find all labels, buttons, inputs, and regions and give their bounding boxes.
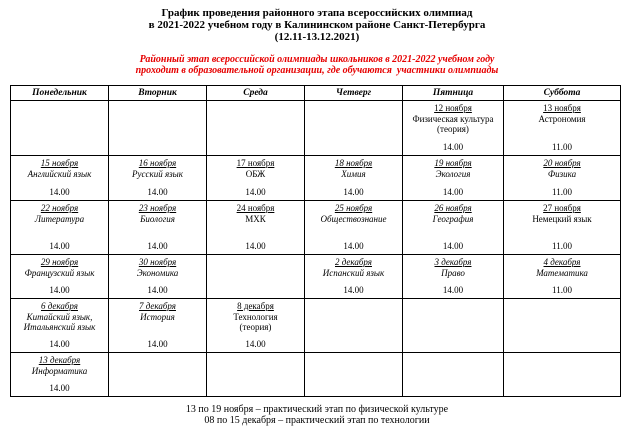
footer-notes <box>0 404 634 426</box>
event-time: 14.00 <box>49 284 70 295</box>
event-time: 14.00 <box>147 240 168 251</box>
olympiad-event <box>405 103 501 152</box>
schedule-cell <box>11 299 109 353</box>
empty-cell <box>207 101 305 156</box>
schedule-row <box>11 101 621 156</box>
schedule-cell <box>504 101 621 156</box>
header-wednesday: Среда <box>207 86 305 101</box>
event-info <box>435 257 472 278</box>
event-date: 13 ноября <box>543 103 581 113</box>
header-row <box>11 86 621 101</box>
olympiad-event <box>13 355 106 393</box>
event-subject: Физическая культура <box>412 113 494 124</box>
olympiad-event <box>111 257 204 295</box>
event-date: 26 ноября <box>434 203 472 213</box>
event-subject: Китайский язык, <box>26 311 93 322</box>
event-time: 11.00 <box>552 240 572 251</box>
event-info <box>536 257 588 278</box>
event-info <box>132 158 183 179</box>
olympiad-event <box>13 257 106 295</box>
event-date: 27 ноября <box>543 203 581 213</box>
event-info <box>24 301 96 333</box>
event-subject: Биология <box>140 213 175 224</box>
event-date: 13 декабря <box>38 355 81 365</box>
event-info <box>237 158 275 179</box>
event-date: 20 ноября <box>543 158 581 168</box>
title-line: в 2021-2022 учебном году в Калининском районе Санкт-Петербурга <box>148 19 486 31</box>
event-time: 14.00 <box>49 186 70 197</box>
olympiad-event <box>506 158 618 197</box>
event-subject-note: (теория) <box>437 124 469 134</box>
schedule-cell <box>305 156 403 201</box>
footer-note: 13 по 19 ноября – практический этап по физической культуре <box>185 404 449 415</box>
event-date: 12 ноября <box>434 103 472 113</box>
notice-line: проходит в образовательной организации, где обучаются участники олимпиады <box>135 65 499 76</box>
header-monday: Понедельник <box>11 86 109 101</box>
event-date: 15 ноября <box>40 158 79 168</box>
schedule-cell <box>109 299 207 353</box>
schedule-cell <box>305 201 403 255</box>
event-time: 14.00 <box>49 338 70 349</box>
schedule-row <box>11 299 621 353</box>
event-subject: МХК <box>245 213 266 224</box>
empty-cell <box>305 101 403 156</box>
schedule-cell <box>11 353 109 397</box>
event-info <box>25 257 95 278</box>
olympiad-event <box>13 158 106 197</box>
event-info <box>32 355 88 376</box>
event-time: 14.00 <box>245 186 266 197</box>
event-info <box>139 203 176 224</box>
event-date: 4 декабря <box>543 257 581 267</box>
olympiad-event <box>506 103 618 152</box>
event-info <box>139 301 176 322</box>
olympiad-event <box>405 158 501 197</box>
olympiad-event <box>307 158 400 197</box>
event-info <box>137 257 179 278</box>
header-tuesday: Вторник <box>109 86 207 101</box>
empty-cell <box>403 353 504 397</box>
document-title <box>0 7 634 43</box>
schedule-cell <box>403 101 504 156</box>
olympiad-event <box>307 203 400 251</box>
event-subject: Обществознание <box>320 213 387 224</box>
event-info <box>237 203 275 224</box>
schedule-cell <box>403 156 504 201</box>
olympiad-event <box>405 257 501 295</box>
event-time: 14.00 <box>442 186 464 197</box>
event-date: 29 ноября <box>40 257 79 267</box>
event-info <box>538 103 585 124</box>
empty-cell <box>305 353 403 397</box>
event-info <box>543 158 580 179</box>
schedule-row <box>11 255 621 299</box>
event-subject: Немецкий язык <box>532 213 592 224</box>
schedule-cell <box>403 255 504 299</box>
empty-cell <box>403 299 504 353</box>
schedule-cell <box>504 255 621 299</box>
schedule-cell <box>207 201 305 255</box>
olympiad-event <box>209 203 302 251</box>
event-subject: Итальянский язык <box>23 322 96 332</box>
event-info <box>532 203 591 224</box>
event-date: 7 декабря <box>139 301 176 311</box>
event-info <box>320 203 386 224</box>
event-date: 23 ноября <box>138 203 177 213</box>
event-subject: Химия <box>341 168 366 179</box>
olympiad-event <box>111 301 204 349</box>
event-info <box>335 158 372 179</box>
event-subject: Экология <box>435 168 471 179</box>
event-subject: Русский язык <box>132 168 183 179</box>
event-subject: Астрономия <box>538 113 586 124</box>
event-time: 14.00 <box>442 141 464 152</box>
event-time: 14.00 <box>147 284 168 295</box>
schedule-table <box>10 85 621 397</box>
schedule-cell <box>11 201 109 255</box>
schedule-row <box>11 353 621 397</box>
event-time: 11.00 <box>552 141 572 152</box>
event-time: 14.00 <box>343 284 364 295</box>
schedule-cell <box>207 156 305 201</box>
olympiad-event <box>506 203 618 251</box>
event-subject: География <box>432 213 474 224</box>
event-info <box>412 103 493 135</box>
event-info <box>434 158 471 179</box>
olympiad-event <box>13 203 106 251</box>
event-time: 11.00 <box>552 284 572 295</box>
olympiad-event <box>209 158 302 197</box>
empty-cell <box>207 255 305 299</box>
event-date: 6 декабря <box>41 301 78 311</box>
footer-note: 08 по 15 декабря – практический этап по технологии <box>204 415 430 426</box>
event-date: 17 ноября <box>236 158 275 168</box>
event-date: 8 декабря <box>237 301 274 311</box>
event-info <box>35 203 84 224</box>
schedule-cell <box>207 299 305 353</box>
event-subject: Испанский язык <box>322 267 385 278</box>
schedule-cell <box>109 201 207 255</box>
event-time: 14.00 <box>49 382 70 393</box>
olympiad-event <box>111 203 204 251</box>
event-date: 30 ноября <box>138 257 177 267</box>
schedule-cell <box>11 255 109 299</box>
schedule-cell <box>109 156 207 201</box>
schedule-cell <box>109 255 207 299</box>
olympiad-event <box>307 257 400 295</box>
olympiad-event <box>405 203 501 251</box>
olympiad-event <box>506 257 618 295</box>
schedule-cell <box>504 201 621 255</box>
olympiad-event <box>111 158 204 197</box>
event-date: 22 ноября <box>40 203 79 213</box>
schedule-row <box>11 156 621 201</box>
event-info <box>323 257 384 278</box>
event-time: 14.00 <box>147 338 168 349</box>
event-time: 14.00 <box>343 186 364 197</box>
title-dates: (12.11-13.12.2021) <box>274 31 360 43</box>
header-thursday: Четверг <box>305 86 403 101</box>
notice <box>0 54 634 76</box>
event-subject-note: (теория) <box>239 322 272 332</box>
schedule-row <box>11 201 621 255</box>
event-time: 14.00 <box>245 338 266 349</box>
event-subject: Французский язык <box>24 267 95 278</box>
event-subject: Экономика <box>136 267 179 278</box>
schedule-cell <box>305 255 403 299</box>
event-date: 3 декабря <box>434 257 472 267</box>
event-subject: Информатика <box>31 365 88 376</box>
empty-cell <box>504 299 621 353</box>
header-friday: Пятница <box>403 86 504 101</box>
event-subject: Литература <box>34 213 85 224</box>
event-time: 14.00 <box>442 240 464 251</box>
event-subject: История <box>140 311 175 322</box>
event-info <box>433 203 474 224</box>
event-subject: Физика <box>547 168 577 179</box>
event-time: 14.00 <box>343 240 364 251</box>
empty-cell <box>504 353 621 397</box>
empty-cell <box>11 101 109 156</box>
empty-cell <box>305 299 403 353</box>
event-info <box>28 158 92 179</box>
olympiad-event <box>209 301 302 349</box>
event-date: 16 ноября <box>138 158 177 168</box>
olympiad-event <box>13 301 106 349</box>
schedule-cell <box>403 201 504 255</box>
event-date: 2 декабря <box>335 257 372 267</box>
event-date: 24 ноября <box>236 203 275 213</box>
schedule-cell <box>11 156 109 201</box>
event-time: 14.00 <box>49 240 70 251</box>
empty-cell <box>109 101 207 156</box>
empty-cell <box>109 353 207 397</box>
event-date: 19 ноября <box>434 158 472 168</box>
event-time: 11.00 <box>552 186 572 197</box>
event-time: 14.00 <box>442 284 464 295</box>
empty-cell <box>207 353 305 397</box>
header-saturday: Суббота <box>504 86 621 101</box>
event-info <box>233 301 277 333</box>
event-date: 25 ноября <box>334 203 373 213</box>
event-subject: Английский язык <box>27 168 92 179</box>
notice-line: Районный этап всероссийской олимпиады школьников в 2021-2022 учебном году <box>139 54 495 65</box>
event-time: 14.00 <box>245 240 266 251</box>
schedule-cell <box>504 156 621 201</box>
event-subject: Технология <box>233 311 278 322</box>
event-subject: ОБЖ <box>245 168 266 179</box>
event-subject: Право <box>441 267 465 278</box>
title-line: График проведения районного этапа всероссийских олимпиад <box>161 7 473 19</box>
event-date: 18 ноября <box>334 158 373 168</box>
event-subject: Математика <box>536 267 588 278</box>
event-time: 14.00 <box>147 186 168 197</box>
